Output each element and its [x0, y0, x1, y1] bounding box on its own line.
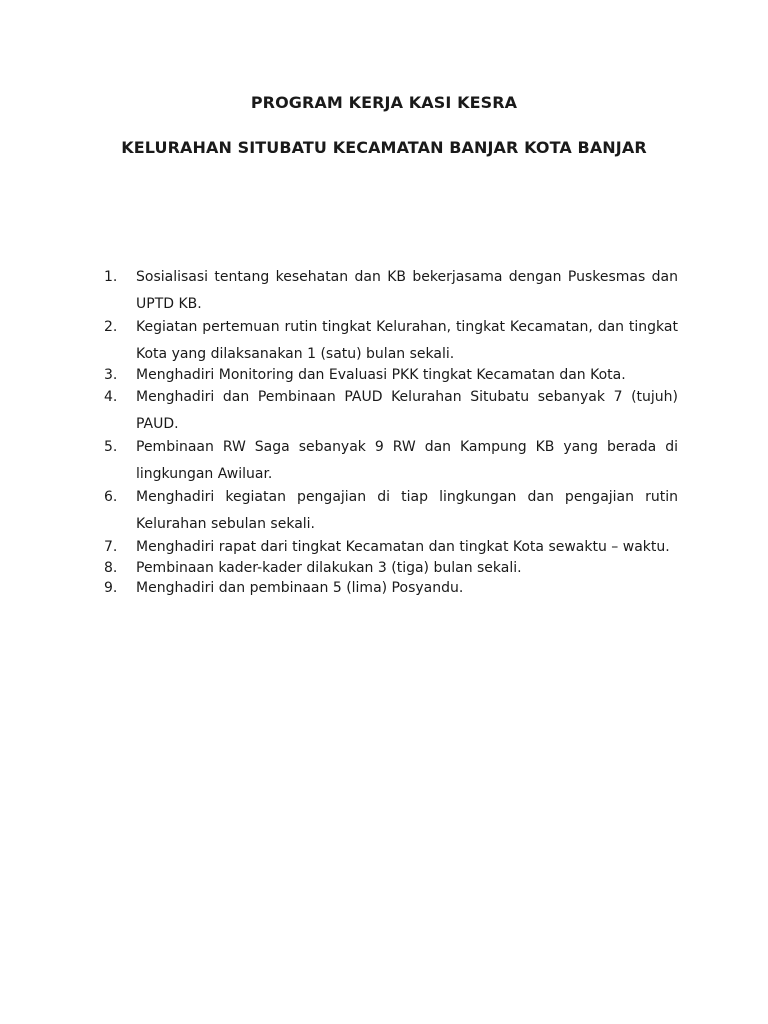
work-program-list — [104, 264, 678, 597]
list-item-text: Menghadiri rapat dari tingkat Kecamatan dan tingkat Kota sewaktu – waktu. — [136, 539, 670, 555]
list-item-text: Kegiatan pertemuan rutin tingkat Kelurahan, tingkat Kecamatan, dan tingkat Kota yang dilaksanakan 1 (satu) bulan sekali. — [136, 319, 678, 362]
list-item — [104, 384, 678, 438]
list-item — [104, 264, 678, 318]
list-item-text: Menghadiri dan pembinaan 5 (lima) Posyandu. — [136, 580, 464, 596]
list-item-text: Menghadiri Monitoring dan Evaluasi PKK tingkat Kecamatan dan Kota. — [136, 367, 626, 383]
list-item — [104, 577, 678, 600]
list-item-text: Pembinaan RW Saga sebanyak 9 RW dan Kampung KB yang berada di lingkungan Awiluar. — [136, 439, 678, 482]
list-item-number: 5. — [104, 439, 118, 455]
list-item-number: 2. — [104, 319, 118, 335]
list-item-text: Sosialisasi tentang kesehatan dan KB bekerjasama dengan Puskesmas dan UPTD KB. — [136, 269, 678, 312]
list-item — [104, 434, 678, 488]
document-title: PROGRAM KERJA KASI KESRA — [250, 93, 518, 112]
list-item-text: Menghadiri kegiatan pengajian di tiap lingkungan dan pengajian rutin Kelurahan sebulan sekali. — [136, 489, 678, 532]
list-item-number: 8. — [104, 560, 118, 576]
list-item — [104, 314, 678, 368]
list-item-text: Menghadiri dan Pembinaan PAUD Kelurahan Situbatu sebanyak 7 (tujuh) PAUD. — [136, 389, 678, 432]
list-item — [104, 484, 678, 538]
list-item-number: 4. — [104, 389, 118, 405]
list-item-number: 9. — [104, 580, 118, 596]
document-subtitle: KELURAHAN SITUBATU KECAMATAN BANJAR KOTA BANJAR — [121, 138, 647, 157]
list-item-number: 7. — [104, 539, 118, 555]
list-item-number: 6. — [104, 489, 118, 505]
list-item-number: 1. — [104, 269, 118, 285]
list-item-number: 3. — [104, 367, 118, 383]
list-item-text: Pembinaan kader-kader dilakukan 3 (tiga) bulan sekali. — [136, 560, 522, 576]
